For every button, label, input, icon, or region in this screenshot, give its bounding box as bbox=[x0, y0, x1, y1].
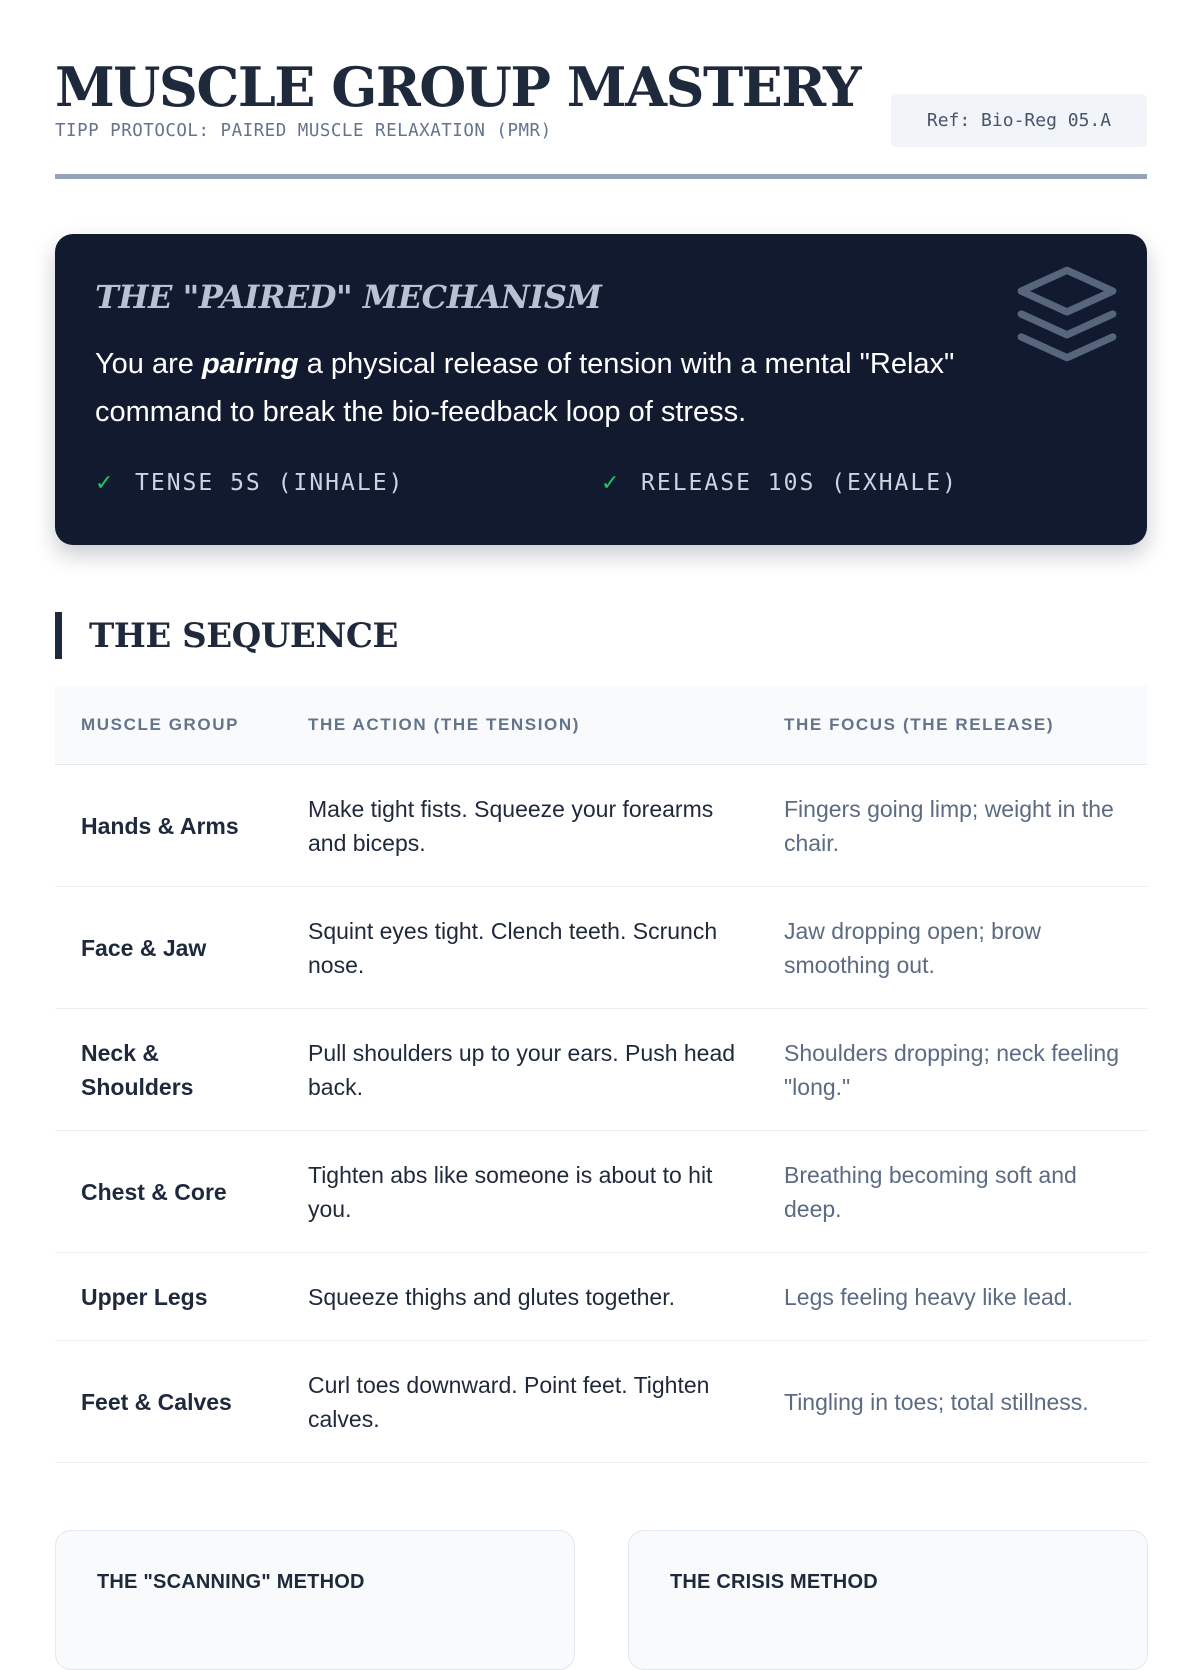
tense-step bbox=[95, 470, 601, 496]
page-title: MUSCLE GROUP MASTERY bbox=[55, 55, 861, 119]
muscle-group-cell: Hands & Arms bbox=[55, 765, 282, 887]
header-divider bbox=[55, 174, 1147, 179]
muscle-group-cell: Neck & Shoulders bbox=[55, 1009, 282, 1131]
muscle-group-cell: Face & Jaw bbox=[55, 887, 282, 1009]
page-subtitle: TIPP PROTOCOL: PAIRED MUSCLE RELAXATION (PMR) bbox=[55, 121, 552, 141]
action-cell: Make tight fists. Squeeze your forearms and biceps. bbox=[282, 765, 758, 887]
action-cell: Curl toes downward. Point feet. Tighten calves. bbox=[282, 1341, 758, 1463]
page-header bbox=[55, 0, 1147, 182]
column-header-focus: THE FOCUS (THE RELEASE) bbox=[758, 686, 1147, 765]
table-row bbox=[55, 887, 1147, 1009]
crisis-method-card bbox=[628, 1530, 1148, 1670]
column-header-muscle-group: MUSCLE GROUP bbox=[55, 686, 282, 765]
focus-cell: Fingers going limp; weight in the chair. bbox=[758, 765, 1147, 887]
mechanism-description bbox=[95, 340, 1055, 436]
action-cell: Tighten abs like someone is about to hit you. bbox=[282, 1131, 758, 1253]
muscle-group-cell: Upper Legs bbox=[55, 1253, 282, 1341]
sequence-table bbox=[55, 686, 1147, 1463]
focus-cell: Legs feeling heavy like lead. bbox=[758, 1253, 1147, 1341]
crisis-method-title: THE CRISIS METHOD bbox=[670, 1571, 878, 1593]
mechanism-steps bbox=[95, 470, 1107, 496]
scanning-method-title: THE "SCANNING" METHOD bbox=[97, 1571, 365, 1593]
mechanism-body-end: a physical release of tension with a mental "Relax" command to break the bio-feedback loop of stress. bbox=[95, 348, 955, 428]
sequence-heading-text: THE SEQUENCE bbox=[89, 615, 398, 656]
focus-cell: Shoulders dropping; neck feeling "long." bbox=[758, 1009, 1147, 1131]
table-row bbox=[55, 1131, 1147, 1253]
mechanism-body-emphasis: pairing bbox=[201, 348, 299, 380]
focus-cell: Breathing becoming soft and deep. bbox=[758, 1131, 1147, 1253]
table-header-row bbox=[55, 686, 1147, 765]
layers-icon bbox=[1015, 262, 1119, 366]
reference-badge: Ref: Bio-Reg 05.A bbox=[891, 94, 1147, 147]
mechanism-card bbox=[55, 234, 1147, 545]
action-cell: Pull shoulders up to your ears. Push head back. bbox=[282, 1009, 758, 1131]
release-step bbox=[601, 470, 1107, 496]
scanning-method-card bbox=[55, 1530, 575, 1670]
table-row bbox=[55, 765, 1147, 887]
release-step-label: RELEASE 10S (EXHALE) bbox=[641, 470, 958, 496]
table-row bbox=[55, 1341, 1147, 1463]
action-cell: Squint eyes tight. Clench teeth. Scrunch nose. bbox=[282, 887, 758, 1009]
check-icon: ✓ bbox=[95, 470, 114, 496]
tense-step-label: TENSE 5S (INHALE) bbox=[135, 470, 405, 496]
muscle-group-cell: Feet & Calves bbox=[55, 1341, 282, 1463]
mechanism-body-start: You are bbox=[95, 348, 202, 380]
mechanism-title: THE "PAIRED" MECHANISM bbox=[95, 278, 602, 316]
table-row bbox=[55, 1253, 1147, 1341]
column-header-action: THE ACTION (THE TENSION) bbox=[282, 686, 758, 765]
check-icon: ✓ bbox=[601, 470, 620, 496]
action-cell: Squeeze thighs and glutes together. bbox=[282, 1253, 758, 1341]
page bbox=[55, 0, 1147, 1593]
focus-cell: Jaw dropping open; brow smoothing out. bbox=[758, 887, 1147, 1009]
focus-cell: Tingling in toes; total stillness. bbox=[758, 1341, 1147, 1463]
muscle-group-cell: Chest & Core bbox=[55, 1131, 282, 1253]
table-row bbox=[55, 1009, 1147, 1131]
sequence-heading bbox=[55, 612, 398, 659]
